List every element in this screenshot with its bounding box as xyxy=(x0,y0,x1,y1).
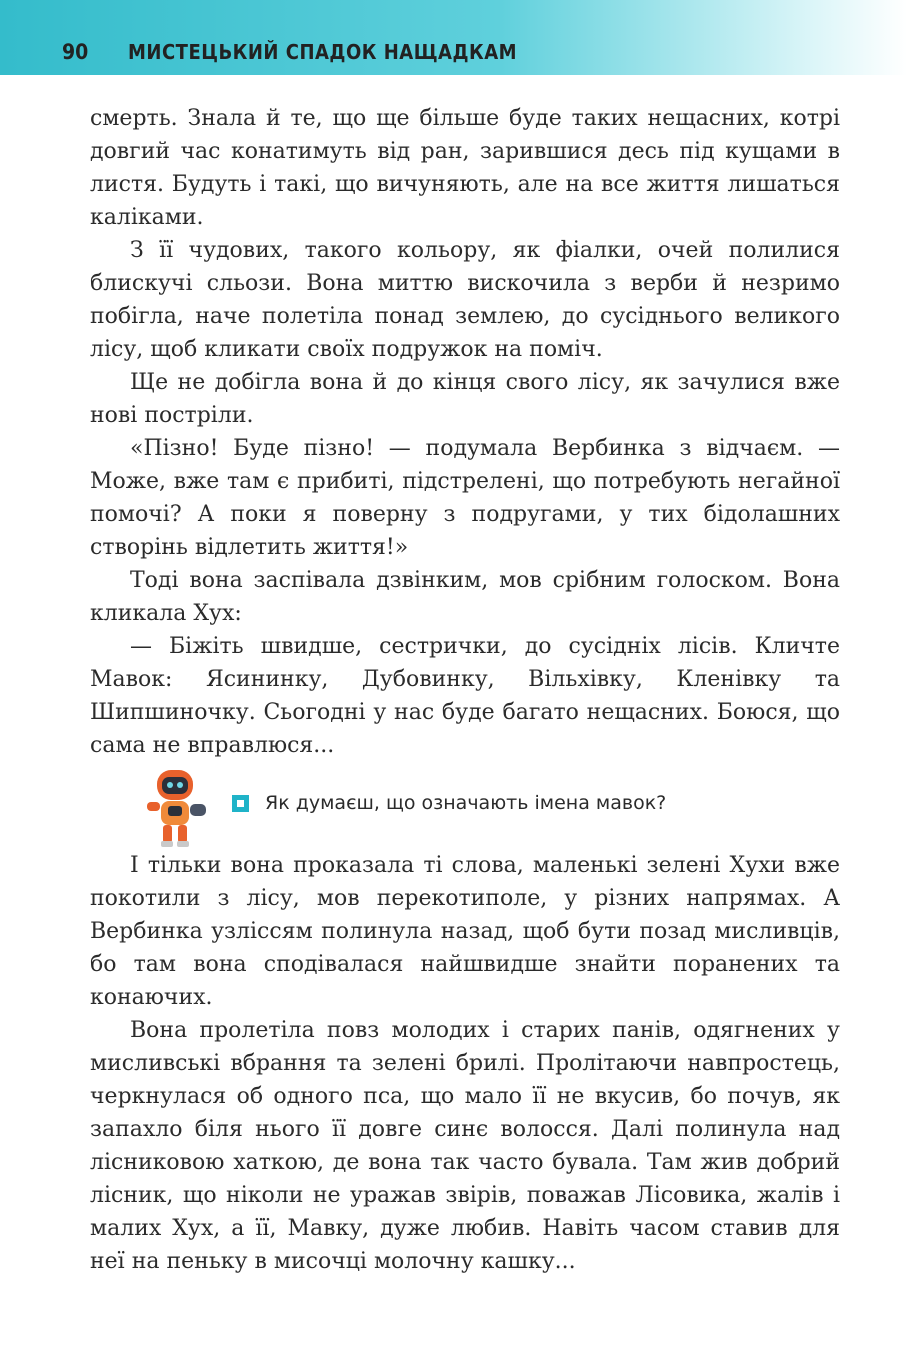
paragraph: Ще не добігла вона й до кінця свого лісу, як зачулися вже нові постріли. xyxy=(90,370,840,428)
paragraph: смерть. Знала й те, що ще більше буде таких нещасних, котрі довгий час конатимуть від ран, зарившися десь під кущами в листя. Будуть і такі, що вичуняють, але на все життя лишаться каліками. xyxy=(90,106,840,230)
question-marker-icon xyxy=(232,795,249,812)
page-number: 90 xyxy=(62,40,89,64)
text-block-bottom xyxy=(90,849,840,1278)
paragraph: І тільки вона проказала ті слова, маленькі зелені Хухи вже покотили з лісу, мов перекотиполе, у різних напрямах. А Вербинка узліссям полинула назад, щоб бути позад мисливців, бо там вона сподівалася найшвидше знайти поранених та конаючих. xyxy=(90,853,840,1010)
paragraph: — Біжіть швидше, сестрички, до сусідніх лісів. Кличте Мавок: Ясининку, Дубовинку, Вільхівку, Кленівку та Шипшиночку. Сьогодні у нас буде багато нещасних. Боюся, що сама не вправлюся... xyxy=(90,634,840,758)
question-text: Як думаєш, що означають імена мавок? xyxy=(265,792,667,814)
robot-mascot-icon xyxy=(135,768,215,848)
paragraph: З її чудових, такого кольору, як фіалки, очей полилися блискучі сльози. Вона миттю вискочила з верби й незримо побігла, наче полетіла понад землею, до сусіднього великого лісу, щоб кликати своїх подружок на поміч. xyxy=(90,238,840,362)
paragraph: Тоді вона заспівала дзвінким, мов срібним голоском. Вона кликала Хух: xyxy=(90,568,840,626)
paragraph: «Пізно! Буде пізно! — подумала Вербинка з відчаєм. — Може, вже там є прибиті, підстрелені, що потребують негайної помочі? А поки я поверну з подругами, у тих бідолашних створінь відлетить життя!» xyxy=(90,436,840,560)
section-title: МИСТЕЦЬКИЙ СПАДОК НАЩАДКАМ xyxy=(128,40,518,64)
paragraph: Вона пролетіла повз молодих і старих панів, одягнених у мисливські вбрання та зелені брилі. Пролітаючи навпростець, черкнулася об одного пса, що мало її не вкусив, бо почув, як запахло біля нього її довге синє волосся. Далі полинула над лісниковою хаткою, де вона так часто бувала. Там жив добрий лісник, що ніколи не уражав звірів, поважав Лісовика, жалів і малих Хух, а її, Мавку, дуже любив. Навіть часом ставив для неї на пеньку в мисочці молочну кашку... xyxy=(90,1018,840,1274)
text-block-top xyxy=(90,102,840,762)
